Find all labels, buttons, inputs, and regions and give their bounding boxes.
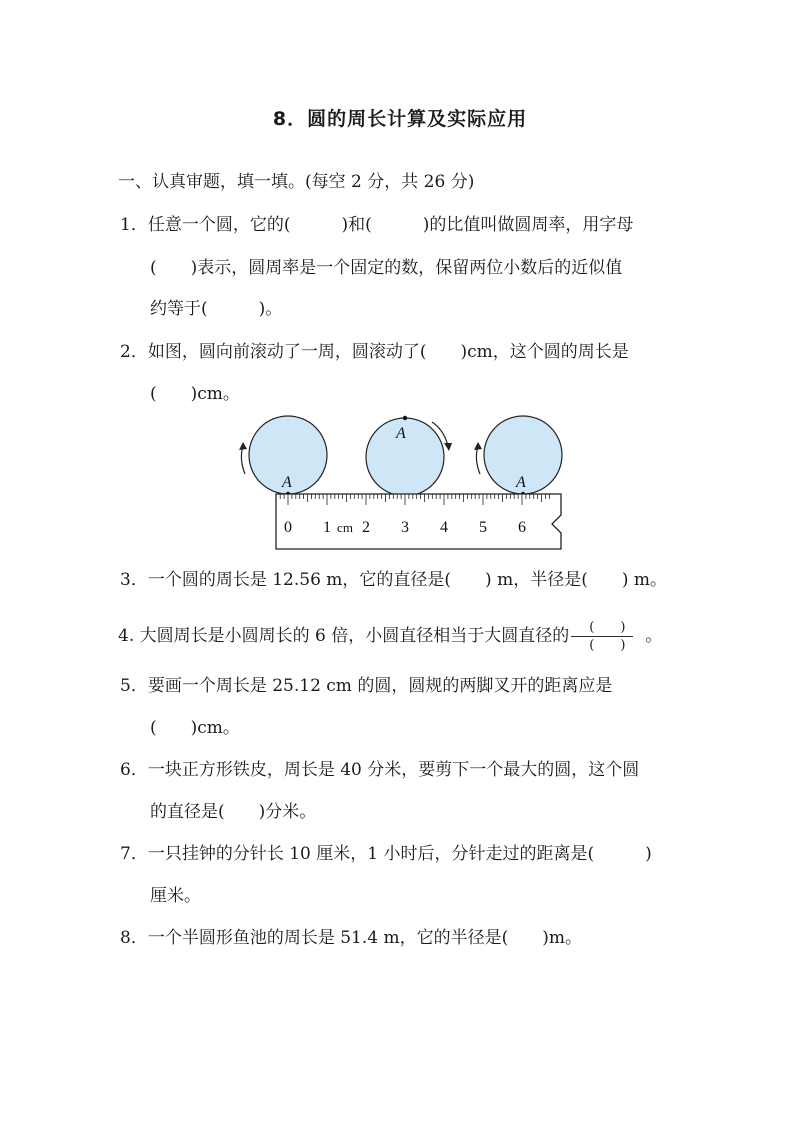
fraction-numerator: ( ) — [589, 620, 626, 635]
ruler-number-1: 1 — [323, 519, 331, 536]
ruler-number-2: 2 — [362, 519, 370, 536]
section-heading: 一、认真审题，填一填。(每空 2 分，共 26 分) — [118, 172, 475, 192]
page-title: 8．圆的周长计算及实际应用 — [272, 108, 528, 130]
question-2-line-1: 2．如图，圆向前滚动了一周，圆滚动了( )cm，这个圆的周长是 — [120, 342, 629, 362]
question-5-line-2: ( )cm。 — [150, 718, 240, 738]
question-6-line-2: 的直径是( )分米。 — [150, 802, 317, 822]
question-2-line-2: ( )cm。 — [150, 384, 240, 404]
label-a-end: A — [516, 474, 526, 491]
question-1-line-2: ( )表示，圆周率是一个固定的数，保留两位小数后的近似值 — [150, 258, 623, 278]
question-7-line-1: 7．一只挂钟的分针长 10 厘米，1 小时后，分针走过的距离是( ) — [120, 844, 652, 864]
question-1-line-1: 1．任意一个圆，它的( )和( )的比值叫做圆周率，用字母 — [120, 215, 634, 235]
question-7-line-2: 厘米。 — [150, 886, 201, 906]
question-3-line-1: 3．一个圆的周长是 12.56 m，它的直径是( ) m，半径是( ) m。 — [120, 570, 667, 590]
question-4-end: 。 — [645, 626, 663, 646]
arrow-left-circle — [241, 446, 245, 474]
question-8-line-1: 8．一个半圆形鱼池的周长是 51.4 m，它的半径是( )m。 — [120, 928, 582, 948]
label-a-middle: A — [396, 425, 406, 442]
answer-fraction — [571, 620, 643, 653]
ruler-number-5: 5 — [479, 519, 487, 536]
arrowhead-right — [474, 442, 482, 450]
ruler-number-3: 3 — [401, 519, 409, 536]
arrowhead-middle — [444, 443, 452, 451]
arrow-right-circle — [476, 446, 480, 474]
rolling-circle-figure — [228, 412, 573, 554]
point-a-middle — [403, 416, 407, 420]
fraction-bar — [571, 636, 633, 637]
question-4-text: 4. 大圆周长是小圆周长的 6 倍，小圆直径相当于大圆直径的 — [118, 626, 570, 646]
label-a-start: A — [282, 474, 292, 491]
ruler-unit: cm — [337, 520, 353, 535]
question-6-line-1: 6．一块正方形铁皮，周长是 40 分米，要剪下一个最大的圆，这个圆 — [120, 760, 640, 780]
question-1-line-3: 约等于( )。 — [150, 299, 283, 319]
fraction-denominator: ( ) — [589, 638, 626, 653]
question-4-line — [118, 620, 662, 653]
question-5-line-1: 5．要画一个周长是 25.12 cm 的圆，圆规的两脚叉开的距离应是 — [120, 676, 613, 696]
ruler-number-6: 6 — [518, 519, 526, 536]
ruler-number-4: 4 — [440, 519, 448, 536]
arrowhead-left — [239, 442, 247, 450]
ruler-number-0: 0 — [284, 519, 292, 536]
